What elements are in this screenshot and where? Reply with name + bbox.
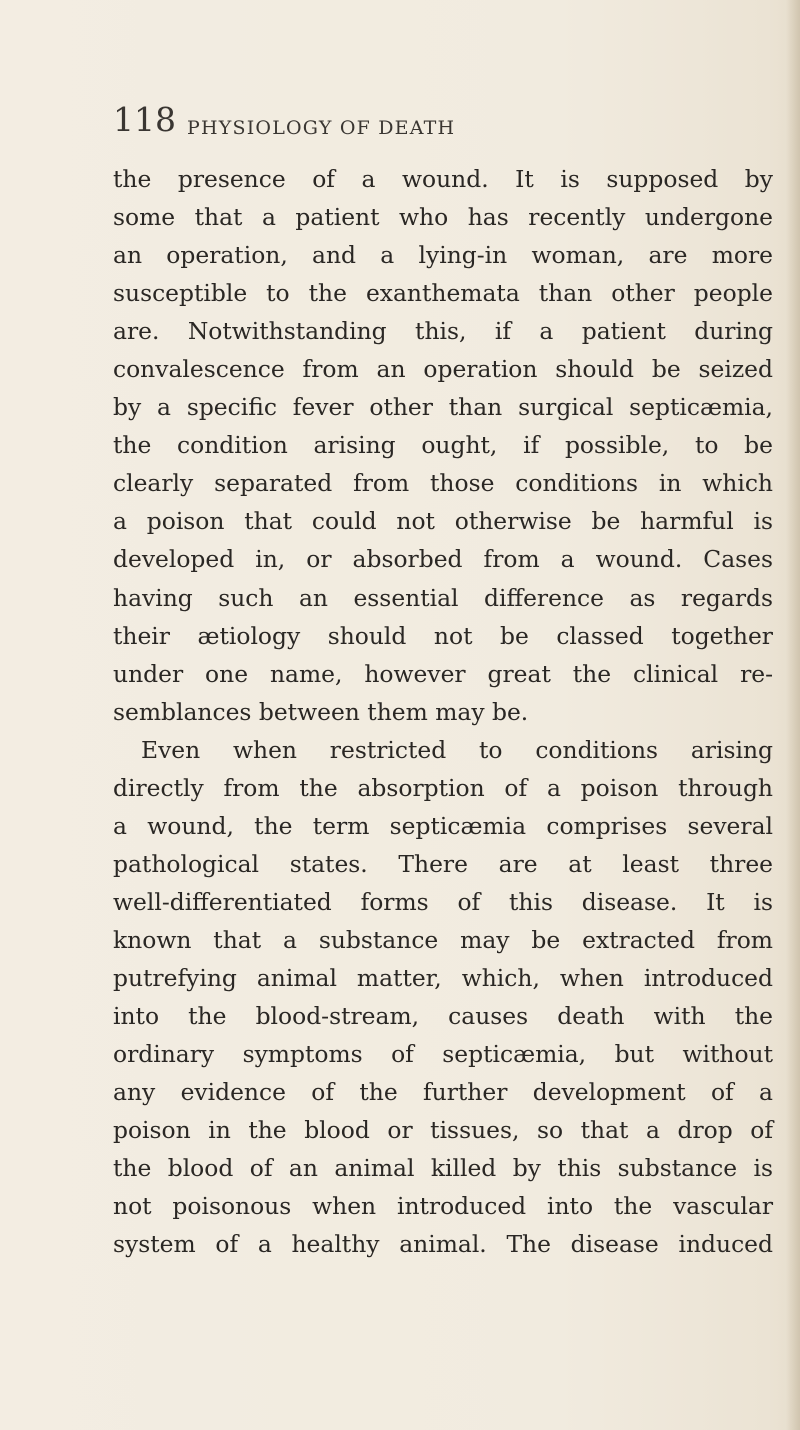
text-line: having such an essential difference as regards — [113, 583, 773, 612]
paragraph-end-line: semblances between them may be. — [113, 697, 529, 726]
text-line: an operation, and a lying-in woman, are more — [113, 241, 773, 270]
text-line: ordinary symptoms of septicæmia, but without — [113, 1040, 773, 1069]
text-line: known that a substance may be extracted from — [113, 925, 773, 954]
text-line: the blood of an animal killed by this substance is — [113, 1154, 773, 1183]
text-line: a wound, the term septicæmia comprises several — [113, 811, 773, 840]
text-line: putrefying animal matter, which, when introduced — [113, 963, 773, 992]
page-edge-shadow — [786, 0, 800, 1430]
text-line: the presence of a wound. It is supposed by — [113, 165, 773, 193]
text-line: directly from the absorption of a poison through — [113, 773, 773, 802]
text-line: developed in, or absorbed from a wound. Cases — [113, 545, 773, 574]
running-head: PHYSIOLOGY OF DEATH — [187, 117, 456, 139]
text-line: any evidence of the further development of a — [113, 1078, 773, 1107]
text-line: under one name, however great the clinical re- — [113, 659, 773, 688]
text-line: clearly separated from those conditions in which — [113, 469, 773, 498]
text-line: poison in the blood or tissues, so that a drop of — [113, 1116, 773, 1145]
text-line: susceptible to the exanthemata than other people — [113, 279, 773, 308]
text-line: are. Notwithstanding this, if a patient during — [113, 317, 773, 346]
text-line: convalescence from an operation should be seized — [113, 355, 773, 384]
page-header — [113, 100, 633, 150]
text-line: a poison that could not otherwise be harmful is — [113, 507, 773, 536]
text-line: some that a patient who has recently undergone — [113, 203, 773, 232]
text-line: system of a healthy animal. The disease induced — [113, 1230, 773, 1259]
text-line: well-differentiated forms of this disease. It is — [113, 887, 773, 916]
text-line: pathological states. There are at least three — [113, 849, 773, 878]
text-line: the condition arising ought, if possible, to be — [113, 431, 773, 460]
text-line: not poisonous when introduced into the vascular — [113, 1192, 773, 1221]
paragraph-start-line: Even when restricted to conditions arising — [141, 735, 773, 764]
text-line: their ætiology should not be classed together — [113, 621, 773, 650]
text-line: into the blood-stream, causes death with the — [113, 1002, 773, 1031]
page-number: 118 — [113, 100, 176, 139]
body-text — [113, 160, 773, 1263]
text-line: by a specific fever other than surgical septicæmia, — [113, 393, 773, 422]
